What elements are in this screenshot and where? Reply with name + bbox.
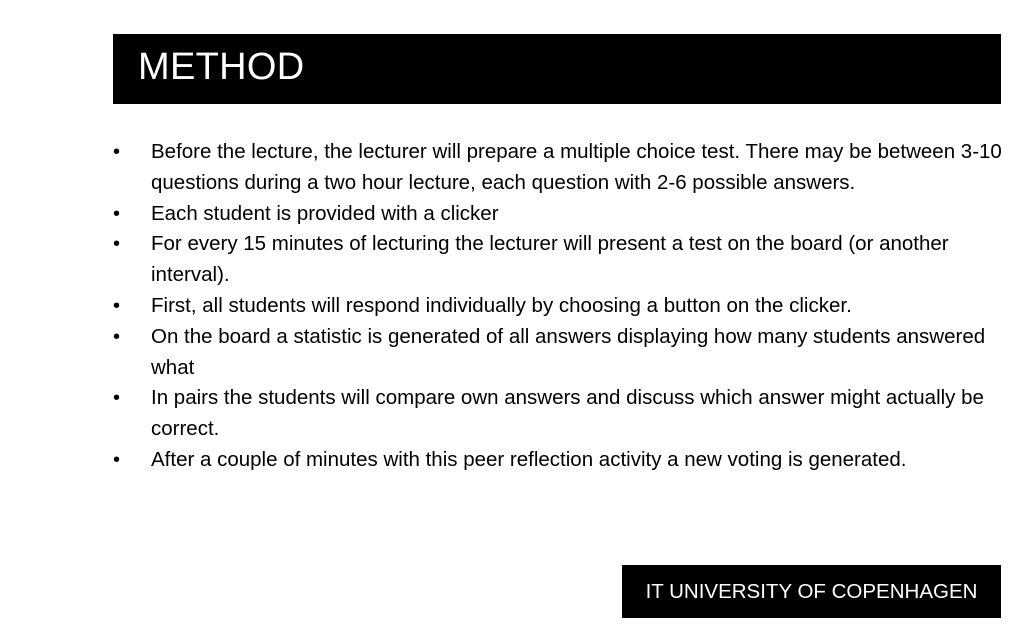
bullet-text: First, all students will respond individually by choosing a button on the clicker. (151, 293, 852, 317)
bullet-icon: • (113, 233, 121, 256)
bullet-text: For every 15 minutes of lecturing the lecturer will present a test on the board (or another interval). (151, 232, 949, 287)
bullet-icon: • (113, 294, 121, 317)
bullet-text: In pairs the students will compare own answers and discuss which answer might actually be correct. (151, 386, 984, 441)
bullet-icon: • (113, 325, 121, 348)
bullet-icon: • (113, 448, 121, 471)
bullet-item-2 (113, 199, 1003, 230)
bullet-text: Each student is provided with a clicker (151, 201, 499, 225)
university-name: IT UNIVERSITY OF COPENHAGEN (645, 580, 978, 603)
bullet-item-4 (113, 291, 1003, 322)
bullet-text: Before the lecture, the lecturer will prepare a multiple choice test. There may be between 3-10 questions during a two hour lecture, each question with 2-6 possible answers. (151, 140, 1002, 194)
bullet-icon: • (113, 141, 121, 163)
bullet-item-1 (113, 137, 1003, 199)
bullet-item-5 (113, 322, 1003, 384)
bullet-item-6 (113, 383, 1003, 445)
bullet-text: On the board a statistic is generated of all answers displaying how many students answered what (151, 324, 986, 379)
bullet-text: After a couple of minutes with this peer reflection activity a new voting is generated. (151, 447, 907, 471)
title-bar (113, 34, 1001, 104)
bullet-item-3 (113, 229, 1003, 291)
bullet-icon: • (113, 387, 121, 410)
bullet-list (113, 137, 1003, 476)
bullet-item-7 (113, 445, 1003, 476)
university-footer-badge (622, 565, 1001, 618)
slide-title: METHOD (138, 46, 305, 88)
bullet-icon: • (113, 202, 121, 225)
